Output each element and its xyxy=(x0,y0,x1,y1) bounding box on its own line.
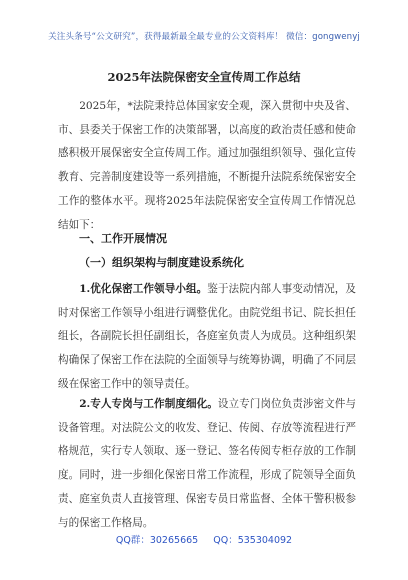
item-2-paragraph xyxy=(58,393,356,535)
section-heading-work-status: 一、工作开展情况 xyxy=(79,232,167,245)
item-2-lead: 2.专人专岗与工作制度细化。 xyxy=(79,398,218,410)
document-title: 2025年法院保密安全宣传周工作总结 xyxy=(107,70,301,84)
item-1-lead: 1.优化保密工作领导小组。 xyxy=(79,283,208,295)
item-2-text: 设立专门岗位负责涉密文件与设备管理。对法院公文的收发、登记、传阅、存放等流程进行严格规范，实行专人领取、逐一登记、签名传阅专柜存放的工作制度。同时，进一步细化保密日常工作流程，形成了院领导全面负责、庭室负责人直接管理、保密专员日常监督、全体干警积极参与的保密工作格局。 xyxy=(58,398,356,529)
header-promo-note: 关注头条号“公文研究”，获得最新最全最专业的公文资料库！ 微信：gongwenyj xyxy=(48,32,360,42)
item-1-text: 鉴于法院内部人事变动情况，及时对保密工作领导小组进行调整优化。由院党组书记、院长担任组长，各副院长担任副组长，各庭室负责人为成员。这种组织架构确保了保密工作在法院的全面领导与统筹协调，明确了不同层级在保密工作中的领导责任。 xyxy=(58,283,357,390)
item-1-paragraph xyxy=(58,278,356,397)
footer-contact xyxy=(0,532,408,546)
footer-qq: QQ：535304092 xyxy=(213,535,293,546)
subsection-heading-organization: （一）组织架构与制度建设系统化 xyxy=(79,256,244,269)
intro-paragraph: 2025年，*法院秉持总体国家安全观，深入贯彻中央及省、市、县委关于保密工作的决策部署，以高度的政治责任感和使命感积极开展保密安全宣传周工作。通过加强组织领导、强化宣传教育、完善制度建设等一系列措施，不断提升法院系统保密安全工作的整体水平。现将2025年法院保密安全宣传周工作情况总结如下： xyxy=(58,100,356,231)
footer-qq-group: QQ群：30265665 xyxy=(115,535,199,546)
